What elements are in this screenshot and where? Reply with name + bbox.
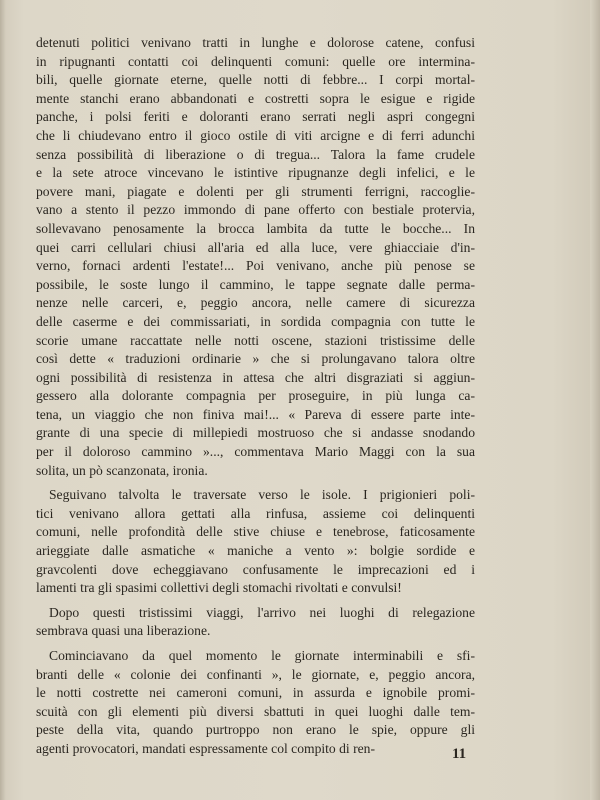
paragraph [36,486,475,598]
text-line: sembrava quasi una liberazione. [36,623,211,639]
text-line: grante di una specie di millepiedi mostruoso che si andasse snodando [36,425,475,441]
text-line: verno, fornaci ardenti l'estate!... Poi venivano, anche più penose se [36,258,475,274]
paragraph [36,604,475,641]
text-line: delle caserme e dei commissariati, in sordida compagnia con tutte le [36,313,475,329]
text-line: mente stanchi erano abbandonati e costretti sopra le esigue e rigide [36,90,475,106]
paragraph [36,34,475,480]
text-line: e la sete atroce vincevano le istintive ripugnanze degli infelici, e le [36,165,475,181]
text-line: peste della vita, quando purtroppo non erano le spie, oppure gli [36,722,475,738]
text-line: nenze nelle carceri, e, peggio ancora, nelle camere di sicurezza [36,295,475,311]
text-line: branti delle « colonie dei confinanti », le giornate, e, peggio ancora, [36,666,475,682]
text-line: per il doloroso cammino »..., commentava Mario Maggi con la sua [36,444,475,460]
text-line: vano a stento il pezzo immondo di pane offerto con bestiale protervia, [36,202,475,218]
text-line: panche, i polsi feriti e doloranti erano serrati negli aspri congegni [36,109,475,125]
text-line: scuità con gli elementi più diversi sbattuti in quei luoghi dalle tem- [36,703,475,719]
text-line: gravcolenti dove echeggiavano confusamente le imprecazioni ed i [36,561,475,577]
text-line: solita, un pò scanzonata, ironia. [36,462,208,478]
text-line: bili, quelle giornate eterne, quelle notti di febbre... I corpi mortal- [36,72,475,88]
text-line: comuni, nelle profondità delle stive chiuse e tenebrose, faticosamente [36,524,475,540]
text-line: tici venivano allora gettati alla rinfusa, assieme coi delinquenti [36,505,475,521]
text-line: ogni possibilità di resistenza in attesa che altri disgraziati si aggiun- [36,369,475,385]
text-line: che li chiudevano entro il gioco ostile di viti arcigne e di ferri adunchi [36,127,475,143]
text-line: Dopo questi tristissimi viaggi, l'arrivo nei luoghi di relegazione [49,604,475,620]
text-line: povere mani, piagate e dolenti per gli strumenti ferrigni, raccoglie- [36,183,475,199]
text-line: detenuti politici venivano tratti in lunghe e dolorose catene, confusi [36,35,475,50]
text-line: sollevavano penosamente la brocca lambita da tutte le bocche... In [36,220,475,236]
text-line: possibile, le soste lungo il cammino, le tappe segnate dalle perma- [36,276,475,292]
body-text [36,34,475,759]
text-line: Seguivano talvolta le traversate verso le isole. I prigionieri poli- [49,487,475,503]
text-line: Cominciavano da quel momento le giornate interminabili e sfi- [49,648,475,663]
text-line: quei carri cellulari chiusi all'aria ed alla luce, vere ghiacciaie d'in- [36,239,475,255]
page-left-edge [0,0,6,800]
text-line: agenti provocatori, mandati espressamente col compito di ren- [36,740,375,756]
text-line: così dette « traduzioni ordinarie » che si prolungavano talora oltre [36,351,475,367]
text-line: scorie umane raccattate nelle notti oscene, stazioni tristissime delle [36,332,475,348]
text-line: in ripugnanti contatti coi delinquenti comuni: quelle ore intermina- [36,53,475,69]
text-line: le notti costrette nei cameroni comuni, in assurda e ignobile promi- [36,685,475,701]
text-line: arieggiate dalle asmatiche « maniche a vento »: bolgie sordide e [36,543,475,559]
text-line: gessero alla dolorante compagnia per proseguire, in più lunga ca- [36,388,475,404]
text-line: tena, un viaggio che non finiva mai!... « Pareva di essere parte inte- [36,406,475,422]
text-line: lamenti tra gli spasimi collettivi degli stomachi rivoltati e convulsi! [36,580,402,596]
page-number: 11 [452,746,467,762]
paragraph [36,647,475,759]
page-right-edge [590,0,600,800]
text-line: senza possibilità di liberazione o di tregua... Talora la fame crudele [36,146,475,162]
